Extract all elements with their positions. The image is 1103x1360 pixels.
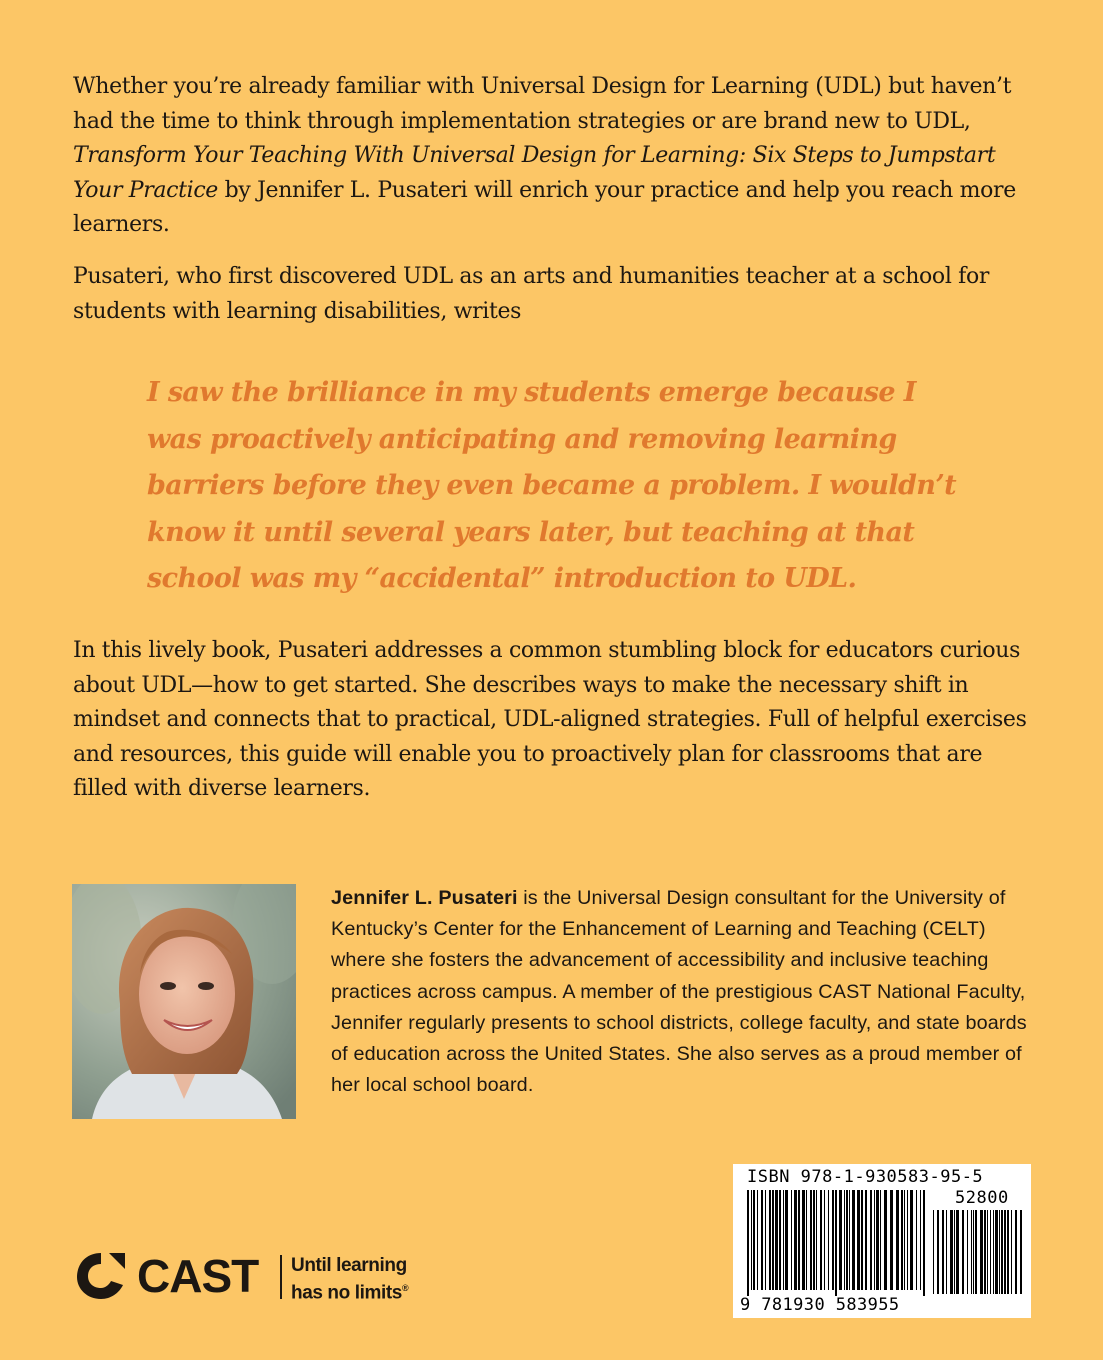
barcode-digits: 9 781930 583955 [740, 1295, 900, 1315]
barcode-bar [942, 1210, 944, 1294]
book-title: Transform Your Teaching With Universal Design for Learning: Six Steps to Jumpstart Your Practice [73, 143, 996, 203]
barcode-bar [835, 1190, 837, 1296]
barcode-bar [802, 1190, 805, 1290]
barcode-bar [962, 1210, 964, 1294]
barcode-bar [923, 1190, 925, 1296]
barcode-bar [846, 1190, 848, 1290]
barcode-bar [870, 1190, 872, 1290]
barcode-bar [794, 1190, 797, 1290]
barcode-bar [775, 1190, 778, 1290]
barcode-bar [910, 1190, 913, 1290]
price-code: 52800 [955, 1188, 1009, 1208]
barcode-bar [990, 1210, 991, 1294]
isbn-barcode [733, 1164, 1031, 1318]
barcode-bar [987, 1210, 988, 1294]
barcode-bar [772, 1190, 774, 1290]
intro-text-start: Whether you’re already familiar with Universal Design for Learning (UDL) but haven’t had the time to think through implementation strategies or are brand new to UDL, [73, 74, 1012, 134]
barcode-bar [876, 1190, 879, 1290]
barcode-bar [896, 1190, 899, 1290]
barcode-bar [844, 1190, 845, 1290]
barcode-bar [975, 1210, 977, 1294]
barcode-bar [791, 1190, 792, 1290]
barcode-bar [865, 1190, 867, 1290]
barcode-bar [1020, 1210, 1022, 1294]
barcode-bar [1004, 1210, 1006, 1294]
barcode-bar [980, 1210, 983, 1294]
barcode-bar [984, 1210, 986, 1294]
barcode-bar [937, 1210, 939, 1294]
barcode-bar [861, 1190, 863, 1290]
author-photo [72, 884, 296, 1119]
barcode-bar [820, 1190, 822, 1290]
barcode-bar [890, 1190, 893, 1290]
barcode-bar [946, 1210, 947, 1294]
barcode-bar [973, 1210, 974, 1294]
barcode-bar [1007, 1210, 1009, 1294]
barcode-bar [880, 1190, 881, 1290]
barcode-bar [816, 1190, 817, 1290]
barcode-bar [857, 1190, 860, 1290]
tagline-line-2 [291, 1277, 431, 1304]
lead-in-paragraph: Pusateri, who first discovered UDL as an arts and humanities teacher at a school for students with learning disabilities, writes [73, 264, 990, 324]
barcode-bar [901, 1190, 903, 1290]
barcode-bar [824, 1190, 825, 1290]
barcode-bar [916, 1190, 917, 1290]
barcode-bar [806, 1190, 807, 1290]
barcode-bar [920, 1190, 921, 1290]
author-name: Jennifer L. Pusateri [331, 887, 518, 909]
isbn-label: ISBN 978-1-930583-95-5 [747, 1167, 984, 1187]
barcode-bar [995, 1210, 998, 1294]
barcode-bar [751, 1190, 752, 1290]
pull-quote: I saw the brilliance in my students emerge because I was proactively anticipating and removing learning barriers before they even became a problem. I wouldn’t know it until several years later, but teaching at that school was my “accidental” introduction to UDL. [147, 377, 956, 594]
logo-divider [280, 1255, 282, 1299]
barcode-bar [757, 1190, 758, 1290]
description-paragraph: In this lively book, Pusateri addresses a common stumbling block for educators curious about UDL—how to get started. She describes ways to make the necessary shift in mindset and connects that to practical, UDL-aligned strategies. Full of helpful exercises and resources, this guide will enable you to proactively plan for classrooms that are filled with diverse learners. [73, 638, 1027, 801]
tagline-line-2-text: has no limits [291, 1282, 402, 1304]
author-bio [331, 883, 1031, 1101]
barcode-bar [967, 1210, 968, 1294]
barcode-bar [849, 1190, 850, 1290]
barcode-bar [954, 1210, 955, 1294]
author-portrait-image [72, 884, 296, 1119]
barcode-bar [765, 1190, 766, 1290]
cast-wordmark: CAST [137, 1250, 259, 1302]
intro-text-end: by Jennifer L. Pusateri will enrich your practice and help you reach more learners. [73, 177, 1016, 237]
barcode-bar [1015, 1210, 1017, 1294]
barcode-bar [779, 1190, 781, 1290]
barcode-bar [785, 1190, 788, 1290]
cast-logo-mark-icon [73, 1249, 129, 1303]
author-bio-text: is the Universal Design consultant for the University of Kentucky’s Center for the Enhancement of Learning and Teaching (CELT) where she fosters the advancement of accessibility and inclusive teaching practices across campus. A member of the prestigious CAST National Faculty, Jennifer regularly presents to school districts, college faculty, and state boards of education across the United States. She also serves as a proud member of her local school board. [331, 887, 1027, 1097]
barcode-bar [783, 1190, 784, 1290]
barcode-bar [993, 1210, 994, 1294]
barcode-bar [956, 1210, 959, 1294]
barcode-bar [884, 1190, 887, 1290]
barcode-bar [832, 1190, 834, 1290]
cast-tagline [291, 1255, 431, 1304]
barcode-bar [813, 1190, 815, 1290]
barcode-bar [999, 1210, 1000, 1294]
barcode-bar [950, 1210, 953, 1294]
barcode-bar [798, 1190, 800, 1290]
barcode-bar [904, 1190, 905, 1290]
tagline-line-1: Until learning [291, 1255, 407, 1276]
barcode-bar [971, 1210, 972, 1294]
barcode-bar [753, 1190, 755, 1290]
intro-paragraph [73, 70, 1033, 243]
barcode-bar [769, 1190, 771, 1290]
barcode-bar [761, 1190, 763, 1290]
barcode-bar [810, 1190, 812, 1290]
barcode-bar [907, 1190, 908, 1290]
barcode-bar [1011, 1210, 1012, 1294]
barcode-bar [874, 1190, 875, 1290]
registered-mark: ® [401, 1283, 409, 1293]
barcode-bar [828, 1190, 829, 1290]
barcode-bar [747, 1190, 749, 1296]
barcode-bar [839, 1190, 842, 1290]
barcode-bar [1001, 1210, 1003, 1294]
barcode-bar [933, 1210, 934, 1294]
barcode-bar [852, 1190, 855, 1290]
